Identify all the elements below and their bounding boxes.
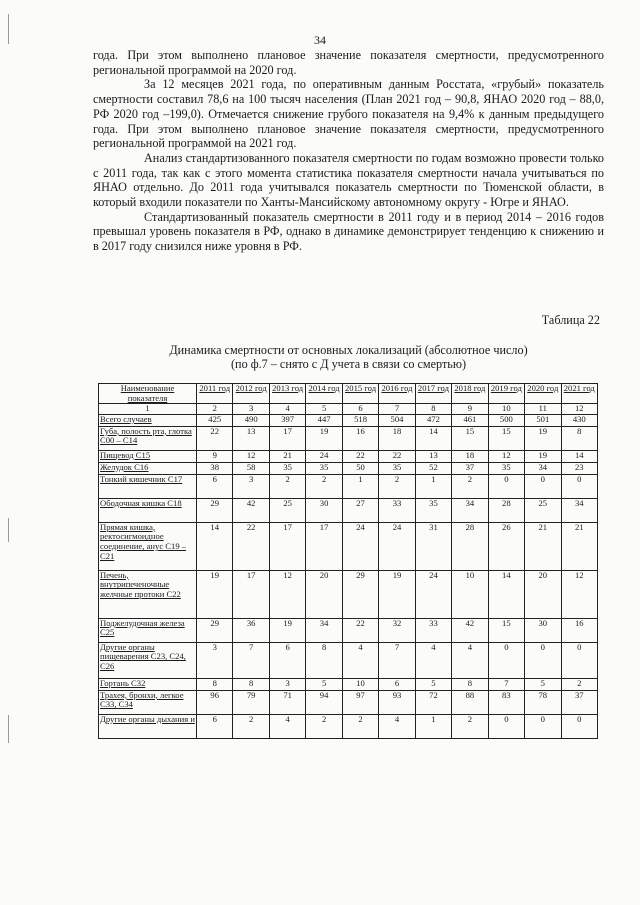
table-cell: 88 xyxy=(452,690,488,714)
table-cell: 10 xyxy=(452,570,488,618)
table-cell: 12 xyxy=(561,570,597,618)
table-cell: 14 xyxy=(561,450,597,462)
table-cell: 14 xyxy=(488,570,524,618)
index-cell: 6 xyxy=(342,404,378,415)
table-cell: 71 xyxy=(269,690,305,714)
table-cell: 19 xyxy=(379,570,415,618)
table-cell: 4 xyxy=(452,642,488,678)
table-cell: 79 xyxy=(233,690,269,714)
column-header-year: 2020 год xyxy=(525,384,561,404)
table-cell: 58 xyxy=(233,462,269,474)
table-cell: 0 xyxy=(525,474,561,498)
table-cell: 26 xyxy=(488,522,524,570)
table-cell: 72 xyxy=(415,690,451,714)
table-cell: 0 xyxy=(488,474,524,498)
table-cell: 37 xyxy=(452,462,488,474)
table-cell: 490 xyxy=(233,414,269,426)
table-cell: 2 xyxy=(342,714,378,738)
column-header-year: 2012 год xyxy=(233,384,269,404)
table-cell: 447 xyxy=(306,414,342,426)
table-cell: 12 xyxy=(488,450,524,462)
column-header-year: 2018 год xyxy=(452,384,488,404)
table-cell: 1 xyxy=(415,474,451,498)
table-cell: 0 xyxy=(525,642,561,678)
table-title xyxy=(96,343,601,371)
table-cell: 22 xyxy=(197,426,233,450)
table-cell: 28 xyxy=(452,522,488,570)
table-cell: 6 xyxy=(379,678,415,690)
table-cell: 6 xyxy=(269,642,305,678)
table-cell: 5 xyxy=(306,678,342,690)
column-header-year: 2013 год xyxy=(269,384,305,404)
paragraph-2: За 12 месяцев 2021 года, по оперативным данным Росстата, «грубый» показатель смертности составил 78,6 на 100 тысяч населения (План 2021 год – 90,8, ЯНАО 2020 год – 88,0, РФ 2020 год –199,0). Отмечается снижение грубого показателя на 9,4% к данным предыдущего года. При этом выполнено плановое значение показателя смертности, предусмотренного региональной программой на 2021 год. xyxy=(93,77,604,151)
table-cell: 8 xyxy=(561,426,597,450)
table-cell: 34 xyxy=(306,618,342,642)
column-header-year: 2011 год xyxy=(197,384,233,404)
table-cell: 35 xyxy=(379,462,415,474)
table-cell: 425 xyxy=(197,414,233,426)
table-cell: 0 xyxy=(561,642,597,678)
table-cell: 1 xyxy=(415,714,451,738)
table-cell: 22 xyxy=(233,522,269,570)
column-header-year: 2015 год xyxy=(342,384,378,404)
table-cell: 30 xyxy=(306,498,342,522)
paragraph-3: Анализ стандартизованного показателя смертности по годам возможно провести только с 2011 года, так как с этого момента статистика показателя смертности начала учитываться по ЯНАО отдельно. До 2011 года учитывался показатель смертности по Тюменской области, в который входили показатели по Ханты-Мансийскому автономному округу - Югре и ЯНАО. xyxy=(93,150,604,210)
table-cell: 24 xyxy=(306,450,342,462)
table-cell: 7 xyxy=(379,642,415,678)
table-cell: 35 xyxy=(415,498,451,522)
column-header-year: 2019 год xyxy=(488,384,524,404)
table-cell: 0 xyxy=(561,714,597,738)
index-cell: 3 xyxy=(233,404,269,415)
table-cell: 0 xyxy=(488,642,524,678)
row-label: Другие органы пищеварения С23, С24, С26 xyxy=(99,642,197,678)
table-cell: 19 xyxy=(269,618,305,642)
table-row xyxy=(99,618,598,642)
table-cell: 19 xyxy=(525,426,561,450)
column-header-year: 2021 год xyxy=(561,384,597,404)
index-cell: 8 xyxy=(415,404,451,415)
table-cell: 35 xyxy=(488,462,524,474)
table-row xyxy=(99,498,598,522)
table-cell: 397 xyxy=(269,414,305,426)
table-cell: 4 xyxy=(342,642,378,678)
column-header-year: 2017 год xyxy=(415,384,451,404)
table-cell: 17 xyxy=(233,570,269,618)
table-cell: 461 xyxy=(452,414,488,426)
index-cell: 9 xyxy=(452,404,488,415)
table-row xyxy=(99,474,598,498)
table-row xyxy=(99,426,598,450)
table-cell: 5 xyxy=(415,678,451,690)
column-header-name: Наименование показателя xyxy=(99,384,197,404)
table-cell: 16 xyxy=(561,618,597,642)
row-label: Ободочная кишка С18 xyxy=(99,498,197,522)
table-cell: 16 xyxy=(342,426,378,450)
table-row xyxy=(99,714,598,738)
table-cell: 20 xyxy=(306,570,342,618)
table-cell: 25 xyxy=(525,498,561,522)
index-cell: 12 xyxy=(561,404,597,415)
index-cell: 11 xyxy=(525,404,561,415)
row-label: Тонкий кишечник С17 xyxy=(99,474,197,498)
row-label: Прямая кишка, ректосигмоидное соединение, анус С19 – С21 xyxy=(99,522,197,570)
table-cell: 24 xyxy=(415,570,451,618)
table-cell: 17 xyxy=(269,426,305,450)
paragraph-1: года. При этом выполнено плановое значение показателя смертности, предусмотренного региональной программой на 2020 год. xyxy=(93,48,604,77)
table-cell: 24 xyxy=(342,522,378,570)
table-cell: 13 xyxy=(233,426,269,450)
index-cell: 10 xyxy=(488,404,524,415)
table-cell: 35 xyxy=(269,462,305,474)
table-cell: 0 xyxy=(561,474,597,498)
table-body xyxy=(99,414,598,738)
row-label: Другие органы дыхания и xyxy=(99,714,197,738)
table-cell: 21 xyxy=(525,522,561,570)
table-cell: 4 xyxy=(379,714,415,738)
table-cell: 13 xyxy=(415,450,451,462)
table-cell: 18 xyxy=(452,450,488,462)
table-cell: 21 xyxy=(561,522,597,570)
table-cell: 29 xyxy=(197,498,233,522)
table-cell: 6 xyxy=(197,714,233,738)
table-row xyxy=(99,642,598,678)
table-cell: 2 xyxy=(233,714,269,738)
table-cell: 22 xyxy=(342,618,378,642)
column-header-year: 2016 год xyxy=(379,384,415,404)
table-cell: 6 xyxy=(197,474,233,498)
row-label: Гортань С32 xyxy=(99,678,197,690)
table-cell: 33 xyxy=(415,618,451,642)
table-cell: 34 xyxy=(525,462,561,474)
table-cell: 29 xyxy=(197,618,233,642)
table-cell: 35 xyxy=(306,462,342,474)
table-title-line-1: Динамика смертности от основных локализаций (абсолютное число) xyxy=(169,343,528,357)
table-cell: 430 xyxy=(561,414,597,426)
table-cell: 472 xyxy=(415,414,451,426)
table-cell: 37 xyxy=(561,690,597,714)
page-number: 34 xyxy=(314,33,326,47)
table-cell: 8 xyxy=(197,678,233,690)
table-row xyxy=(99,522,598,570)
table-cell: 15 xyxy=(452,426,488,450)
table-cell: 8 xyxy=(306,642,342,678)
mortality-table xyxy=(98,383,598,739)
table-row xyxy=(99,678,598,690)
table-row xyxy=(99,570,598,618)
row-label: Трахея, бронхи, легкое С33, С34 xyxy=(99,690,197,714)
table-cell: 97 xyxy=(342,690,378,714)
table-cell: 19 xyxy=(525,450,561,462)
table-cell: 10 xyxy=(342,678,378,690)
table-cell: 22 xyxy=(342,450,378,462)
table-cell: 5 xyxy=(525,678,561,690)
table-cell: 20 xyxy=(525,570,561,618)
table-cell: 2 xyxy=(452,714,488,738)
table-cell: 15 xyxy=(488,426,524,450)
table-cell: 3 xyxy=(233,474,269,498)
table-cell: 17 xyxy=(306,522,342,570)
table-cell: 2 xyxy=(452,474,488,498)
row-label: Пищевод С15 xyxy=(99,450,197,462)
table-cell: 1 xyxy=(342,474,378,498)
table-row xyxy=(99,462,598,474)
table-cell: 2 xyxy=(306,474,342,498)
body-text xyxy=(93,48,604,254)
table-cell: 96 xyxy=(197,690,233,714)
table-cell: 24 xyxy=(379,522,415,570)
table-cell: 2 xyxy=(269,474,305,498)
table-cell: 500 xyxy=(488,414,524,426)
table-cell: 3 xyxy=(197,642,233,678)
table-cell: 0 xyxy=(525,714,561,738)
table-cell: 14 xyxy=(415,426,451,450)
table-row xyxy=(99,690,598,714)
table-cell: 4 xyxy=(415,642,451,678)
index-cell: 4 xyxy=(269,404,305,415)
scan-mark xyxy=(8,715,9,743)
table-cell: 518 xyxy=(342,414,378,426)
column-header-year: 2014 год xyxy=(306,384,342,404)
table-cell: 12 xyxy=(269,570,305,618)
table-row xyxy=(99,450,598,462)
table-cell: 15 xyxy=(488,618,524,642)
table-cell: 52 xyxy=(415,462,451,474)
table-cell: 7 xyxy=(488,678,524,690)
table-cell: 9 xyxy=(197,450,233,462)
table-cell: 3 xyxy=(269,678,305,690)
table-cell: 83 xyxy=(488,690,524,714)
table-cell: 19 xyxy=(306,426,342,450)
table-cell: 31 xyxy=(415,522,451,570)
index-cell: 1 xyxy=(99,404,197,415)
table-cell: 93 xyxy=(379,690,415,714)
table-cell: 94 xyxy=(306,690,342,714)
scan-mark xyxy=(8,14,9,44)
table-cell: 34 xyxy=(561,498,597,522)
table-cell: 17 xyxy=(269,522,305,570)
table-cell: 34 xyxy=(452,498,488,522)
table-cell: 8 xyxy=(233,678,269,690)
table-cell: 19 xyxy=(197,570,233,618)
table-cell: 36 xyxy=(233,618,269,642)
table-cell: 27 xyxy=(342,498,378,522)
table-cell: 14 xyxy=(197,522,233,570)
table-cell: 38 xyxy=(197,462,233,474)
table-cell: 12 xyxy=(233,450,269,462)
table-cell: 28 xyxy=(488,498,524,522)
row-label: Всего случаев xyxy=(99,414,197,426)
table-cell: 504 xyxy=(379,414,415,426)
table-cell: 8 xyxy=(452,678,488,690)
table-cell: 22 xyxy=(379,450,415,462)
table-cell: 42 xyxy=(233,498,269,522)
row-label: Губа, полость рта, глотка С00 – С14 xyxy=(99,426,197,450)
table-header-row xyxy=(99,384,598,404)
row-label: Поджелудочная железа С25 xyxy=(99,618,197,642)
table-row xyxy=(99,414,598,426)
table-title-line-2: (по ф.7 – снято с Д учета в связи со смертью) xyxy=(230,357,467,371)
index-cell: 2 xyxy=(197,404,233,415)
table-cell: 50 xyxy=(342,462,378,474)
table-cell: 2 xyxy=(379,474,415,498)
table-cell: 33 xyxy=(379,498,415,522)
table-cell: 501 xyxy=(525,414,561,426)
paragraph-4: Стандартизованный показатель смертности в 2011 году и в период 2014 – 2016 годов превышал уровень показателя в РФ, однако в динамике демонстрирует тенденцию к снижению и в 2017 году снизился ниже уровня в РФ. xyxy=(93,209,604,254)
table-cell: 7 xyxy=(233,642,269,678)
table-cell: 2 xyxy=(306,714,342,738)
table-cell: 0 xyxy=(488,714,524,738)
table-cell: 18 xyxy=(379,426,415,450)
table-number: Таблица 22 xyxy=(541,313,600,327)
table-cell: 30 xyxy=(525,618,561,642)
index-cell: 7 xyxy=(379,404,415,415)
table-cell: 21 xyxy=(269,450,305,462)
table-cell: 23 xyxy=(561,462,597,474)
scan-mark xyxy=(8,518,9,542)
table-cell: 42 xyxy=(452,618,488,642)
table-index-row xyxy=(99,404,598,415)
table-cell: 2 xyxy=(561,678,597,690)
row-label: Желудок С16 xyxy=(99,462,197,474)
index-cell: 5 xyxy=(306,404,342,415)
table-cell: 32 xyxy=(379,618,415,642)
table-cell: 25 xyxy=(269,498,305,522)
table-cell: 29 xyxy=(342,570,378,618)
row-label: Печень, внутрипеченочные желчные протоки С22 xyxy=(99,570,197,618)
table-cell: 4 xyxy=(269,714,305,738)
table-cell: 78 xyxy=(525,690,561,714)
